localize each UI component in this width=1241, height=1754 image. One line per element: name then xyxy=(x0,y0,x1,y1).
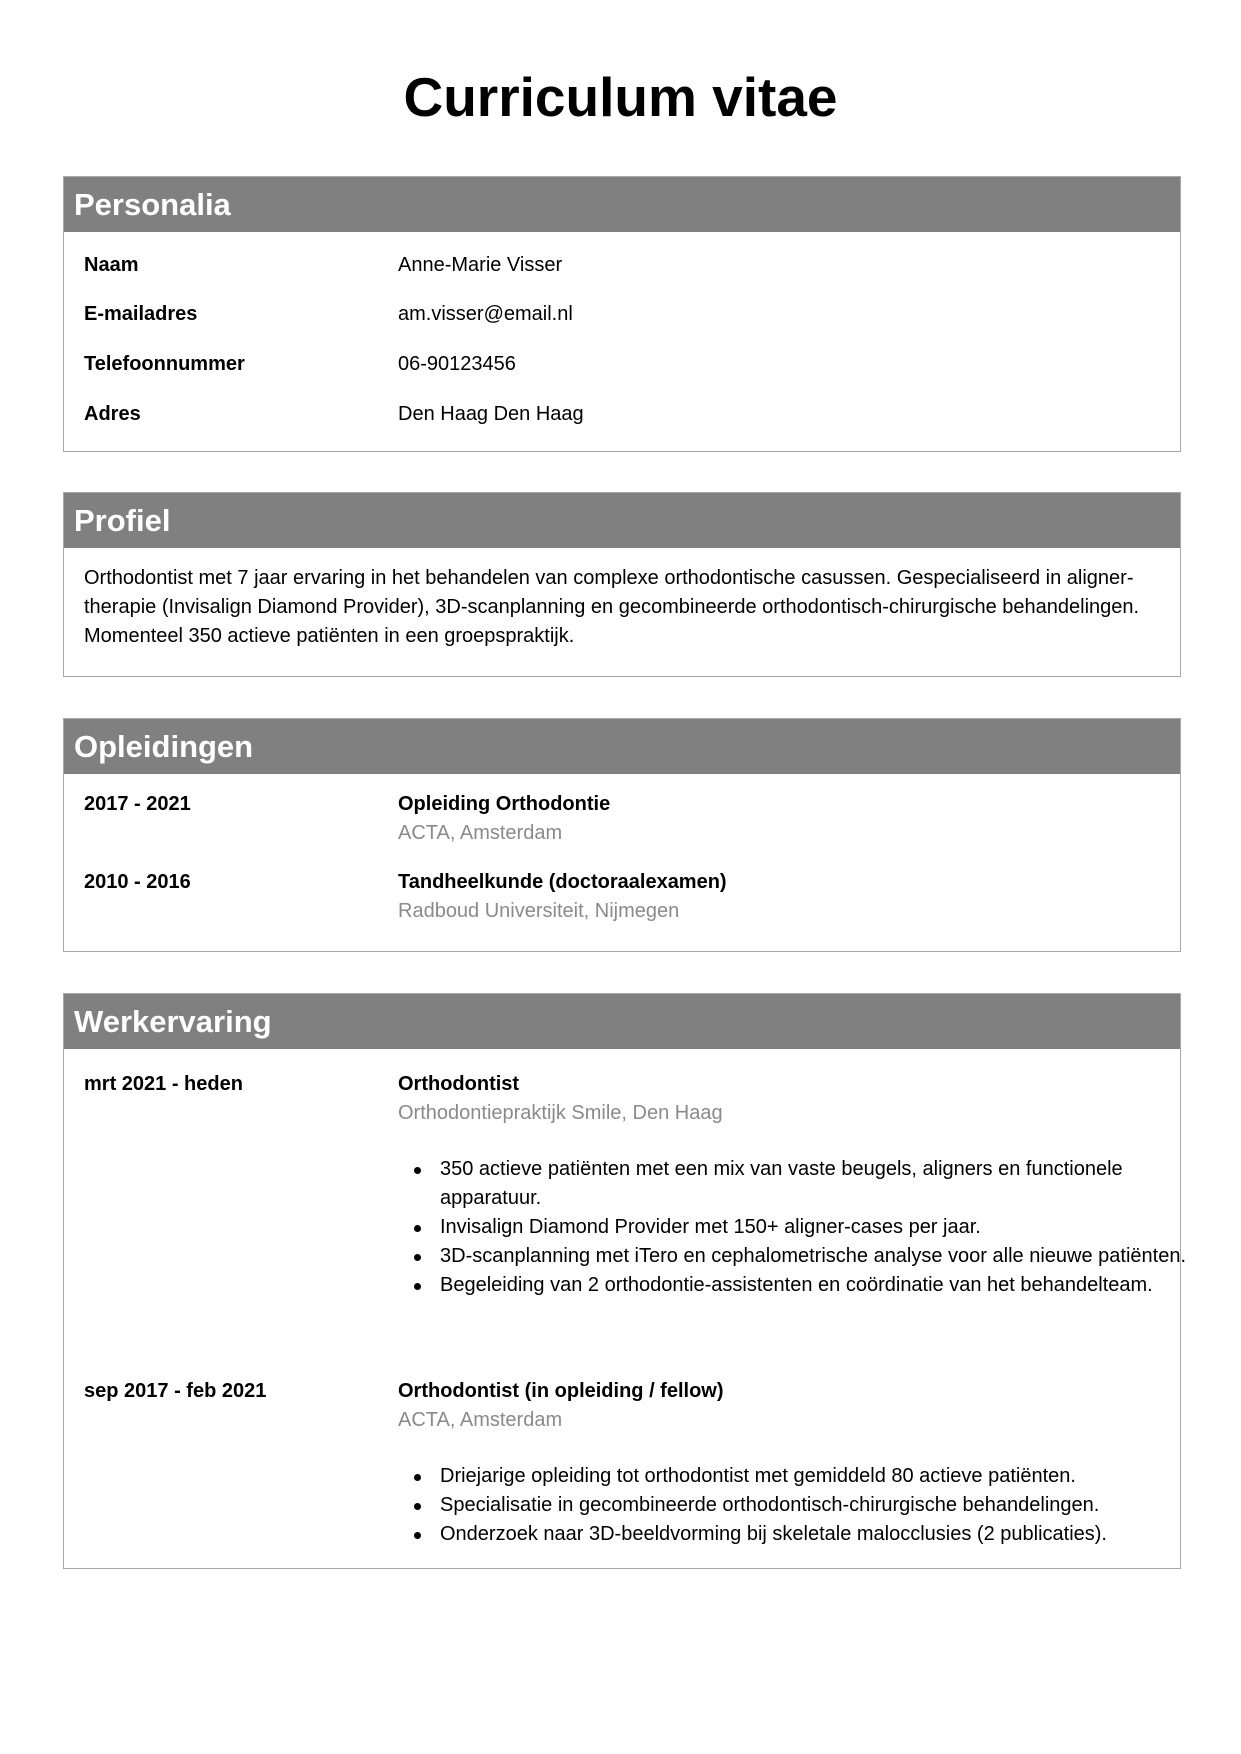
field-value-naam: Anne-Marie Visser xyxy=(398,254,563,276)
field-value-telefoon: 06-90123456 xyxy=(398,353,516,375)
list-item: 3D-scanplanning met iTero en cephalometrische analyse voor alle nieuwe patiënten. xyxy=(398,1242,1200,1271)
field-label-email: E-mailadres xyxy=(84,303,198,325)
section-heading-personalia: Personalia xyxy=(64,177,1180,232)
section-heading-opleidingen: Opleidingen xyxy=(64,719,1180,774)
section-heading-werkervaring: Werkervaring xyxy=(64,994,1180,1049)
profile-summary: Orthodontist met 7 jaar ervaring in het behandelen van complexe orthodontische casussen. Gespecialiseerd in aligner-therapie (Invisalign Diamond Provider), 3D-scanplanning en gecombineerde orthodontisch-chirurgische behandelingen. Momenteel 350 actieve patiënten in een groepspraktijk. xyxy=(84,567,1140,647)
document-title: Curriculum vitae xyxy=(403,66,838,128)
personalia-row-naam xyxy=(64,254,1180,283)
job-title: Orthodontist (in opleiding / fellow) xyxy=(398,1380,724,1402)
section-profiel xyxy=(63,492,1181,677)
field-label-telefoon: Telefoonnummer xyxy=(84,353,245,375)
job-title: Orthodontist xyxy=(398,1073,520,1095)
personalia-row-email xyxy=(64,303,1180,332)
section-werkervaring xyxy=(63,993,1186,1569)
education-details xyxy=(398,790,610,848)
section-personalia xyxy=(63,176,1181,452)
education-entry xyxy=(64,790,1180,850)
work-details xyxy=(398,1070,1200,1300)
education-title: Opleiding Orthodontie xyxy=(398,793,611,815)
work-period: mrt 2021 - heden xyxy=(84,1073,243,1095)
education-period: 2010 - 2016 xyxy=(84,871,191,893)
field-label-naam: Naam xyxy=(84,254,139,276)
field-value-adres: Den Haag Den Haag xyxy=(398,403,584,425)
education-details xyxy=(398,868,727,926)
education-period: 2017 - 2021 xyxy=(84,793,191,815)
list-item: Specialisatie in gecombineerde orthodontisch-chirurgische behandelingen. xyxy=(398,1491,1200,1520)
work-details xyxy=(398,1377,1200,1549)
education-institution: ACTA, Amsterdam xyxy=(398,822,563,844)
work-period: sep 2017 - feb 2021 xyxy=(84,1380,267,1402)
employer: ACTA, Amsterdam xyxy=(398,1409,563,1431)
field-value-email: am.visser@email.nl xyxy=(398,303,573,325)
personalia-row-telefoon xyxy=(64,353,1180,382)
education-entry xyxy=(64,868,1180,928)
education-institution: Radboud Universiteit, Nijmegen xyxy=(398,900,680,922)
employer: Orthodontiepraktijk Smile, Den Haag xyxy=(398,1102,723,1124)
work-bullets xyxy=(398,1462,1200,1549)
work-entry xyxy=(64,1070,1186,1360)
work-bullets xyxy=(398,1155,1200,1300)
section-opleidingen xyxy=(63,718,1181,952)
personalia-row-adres xyxy=(64,403,1180,432)
work-entry xyxy=(64,1377,1180,1557)
list-item: 350 actieve patiënten met een mix van vaste beugels, aligners en functionele apparatuur. xyxy=(398,1155,1200,1213)
list-item: Driejarige opleiding tot orthodontist met gemiddeld 80 actieve patiënten. xyxy=(398,1462,1200,1491)
list-item: Onderzoek naar 3D-beeldvorming bij skeletale malocclusies (2 publicaties). xyxy=(398,1520,1200,1549)
list-item: Begeleiding van 2 orthodontie-assistenten en coördinatie van het behandelteam. xyxy=(398,1271,1200,1300)
field-label-adres: Adres xyxy=(84,403,141,425)
list-item: Invisalign Diamond Provider met 150+ aligner-cases per jaar. xyxy=(398,1213,1200,1242)
section-heading-profiel: Profiel xyxy=(64,493,1180,548)
education-title: Tandheelkunde (doctoraalexamen) xyxy=(398,871,727,893)
